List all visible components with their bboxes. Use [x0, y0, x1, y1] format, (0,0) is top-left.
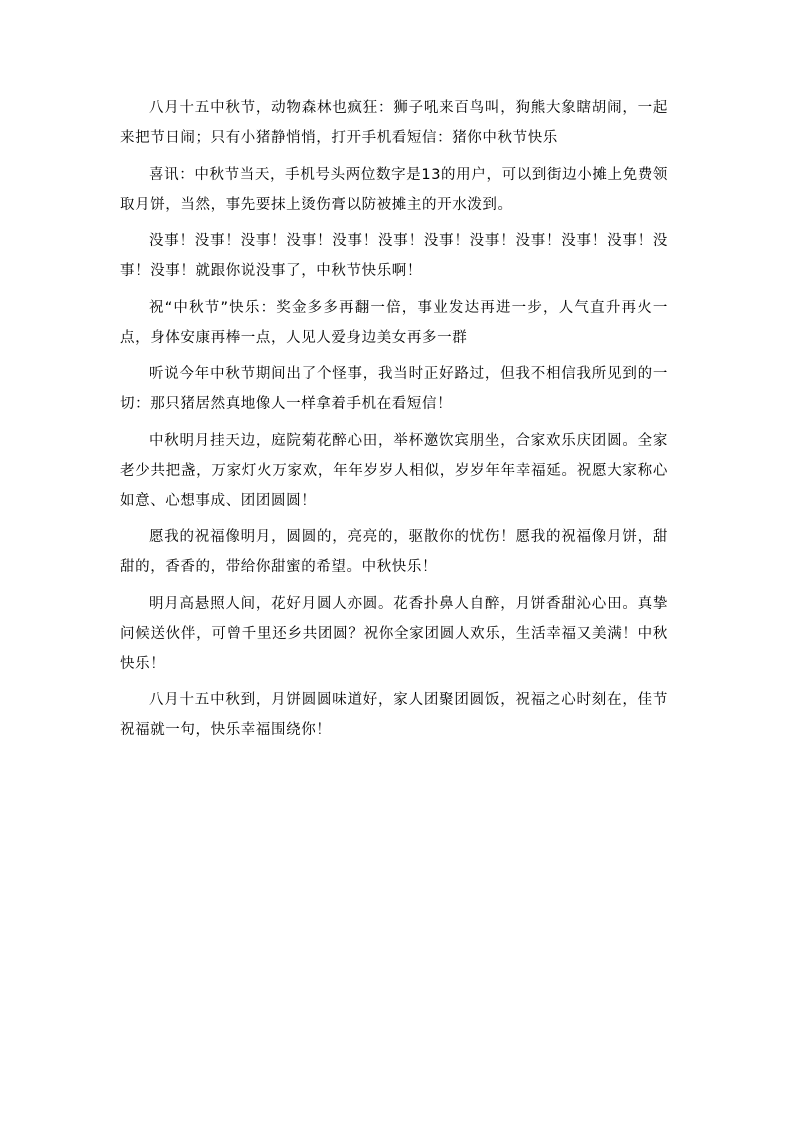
paragraph: 愿我的祝福像明月，圆圆的，亮亮的，驱散你的忧伤！愿我的祝福像月饼，甜甜的，香香的，带给你甜蜜的希望。中秋快乐！ — [120, 529, 668, 575]
paragraph: 中秋明月挂天边，庭院菊花醉心田，举杯邀饮宾朋坐，合家欢乐庆团圆。全家老少共把盏，万家灯火万家欢，年年岁岁人相似，岁岁年年幸福延。祝愿大家称心如意、心想事成、团团圆圆！ — [120, 432, 668, 509]
paragraph: 听说今年中秋节期间出了个怪事，我当时正好路过，但我不相信我所见到的一切：那只猪居然真地像人一样拿着手机在看短信！ — [120, 366, 668, 412]
paragraph: 没事！没事！没事！没事！没事！没事！没事！没事！没事！没事！没事！没事！没事！就跟你说没事了，中秋节快乐啊！ — [120, 233, 668, 279]
paragraph: 八月十五中秋节，动物森林也疯狂：狮子吼来百鸟叫，狗熊大象瞎胡闹，一起来把节日闹；只有小猪静悄悄，打开手机看短信：猪你中秋节快乐 — [120, 100, 668, 146]
paragraph: 八月十五中秋到，月饼圆圆味道好，家人团聚团圆饭，祝福之心时刻在，佳节祝福就一句，快乐幸福围绕你！ — [120, 692, 668, 738]
document-body — [120, 93, 668, 752]
paragraph: 明月高悬照人间，花好月圆人亦圆。花香扑鼻人自醉，月饼香甜沁心田。真挚问候送伙伴，可曾千里还乡共团圆？祝你全家团圆人欢乐，生活幸福又美满！中秋快乐！ — [120, 595, 668, 672]
paragraph: 祝“中秋节”快乐：奖金多多再翻一倍，事业发达再进一步，人气直升再火一点，身体安康再棒一点，人见人爱身边美女再多一群 — [120, 299, 668, 346]
paragraph: 喜讯：中秋节当天，手机号头两位数字是13的用户，可以到街边小摊上免费领取月饼，当然，事先要抹上烫伤膏以防被摊主的开水泼到。 — [120, 166, 668, 213]
